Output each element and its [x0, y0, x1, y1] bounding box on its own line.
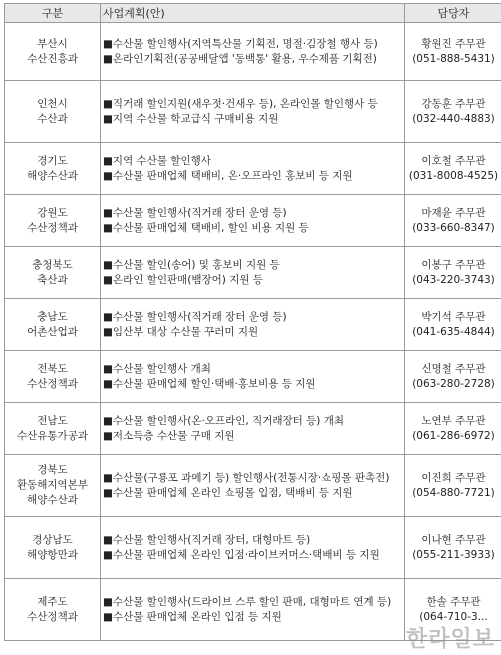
plan-cell — [101, 247, 405, 299]
plan-item: ■수산물 판매업체 온라인 입점 등 지원 — [103, 610, 282, 623]
table-row — [5, 143, 501, 195]
contact-phone: (063-280-2728) — [412, 377, 495, 390]
contact-cell — [405, 517, 501, 579]
plan-cell — [101, 517, 405, 579]
department-name: 축산과 — [37, 273, 68, 286]
department-name: 해양수산과 — [27, 169, 78, 182]
contact-phone: (033-660-8347) — [412, 221, 495, 234]
table-body — [5, 23, 501, 641]
contact-cell — [405, 81, 501, 143]
department-name: 수산과 — [37, 112, 68, 125]
department-name: 수산정책과 — [27, 610, 78, 623]
table-row — [5, 81, 501, 143]
header-plan: 사업계획(안) — [101, 4, 405, 23]
plan-cell — [101, 579, 405, 641]
agency-cell — [5, 143, 101, 195]
table-row — [5, 195, 501, 247]
agency-cell — [5, 579, 101, 641]
contact-name: 강동훈 주무관 — [421, 97, 486, 110]
header-division: 구분 — [5, 4, 101, 23]
region-name: 충남도 — [37, 310, 68, 323]
region-name: 경북도 — [37, 464, 68, 476]
contact-name: 박기석 주무관 — [421, 310, 486, 323]
agency-cell — [5, 455, 101, 517]
plan-item: ■지역 수산물 할인행사 — [103, 154, 211, 167]
department-name: 수산유통가공과 — [16, 429, 88, 442]
plan-item: ■수산물 할인행사(온·오프라인, 직거래장터 등) 개최 — [103, 414, 344, 427]
region-name: 부산시 — [37, 37, 68, 50]
plan-cell — [101, 403, 405, 455]
contact-name: 노연부 주무관 — [421, 414, 486, 427]
region-name: 인천시 — [37, 97, 68, 110]
plan-item: ■수산물 판매업체 할인·택배·홍보비용 등 지원 — [103, 377, 316, 390]
plan-cell — [101, 143, 405, 195]
agency-cell — [5, 247, 101, 299]
region-name: 전북도 — [37, 362, 68, 375]
plan-item: ■임산부 대상 수산물 꾸러미 지원 — [103, 325, 259, 338]
contact-name: 이봉구 주무관 — [421, 258, 486, 271]
contact-phone: (032-440-4883) — [412, 112, 495, 125]
plan-cell — [101, 455, 405, 517]
plan-item: ■수산물 판매업체 온라인 쇼핑몰 입점, 택배비 등 지원 — [103, 486, 353, 499]
contact-name: 마재윤 주무관 — [421, 206, 486, 219]
region-name: 제주도 — [37, 595, 68, 608]
plan-item: ■수산물 할인(송어) 및 홍보비 지원 등 — [103, 258, 280, 271]
table-row — [5, 299, 501, 351]
contact-phone: (041-635-4844) — [412, 325, 495, 338]
agency-cell — [5, 23, 101, 81]
plan-item: ■수산물 판매업체 온라인 입점·라이브커머스·택배비 등 지원 — [103, 548, 380, 561]
region-name: 경상남도 — [32, 533, 73, 546]
plan-item: ■수산물 할인행사 개최 — [103, 362, 211, 375]
plan-cell — [101, 299, 405, 351]
department-name: 해양항만과 — [27, 548, 78, 561]
contact-phone: (031-8008-4525) — [408, 169, 499, 182]
table-row — [5, 455, 501, 517]
table-row — [5, 403, 501, 455]
agency-cell — [5, 81, 101, 143]
contact-name: 한솔 주무관 — [426, 595, 481, 608]
contact-cell — [405, 299, 501, 351]
contact-cell — [405, 455, 501, 517]
agency-cell — [5, 299, 101, 351]
contact-cell — [405, 403, 501, 455]
table-row — [5, 247, 501, 299]
agency-cell — [5, 195, 101, 247]
plan-cell — [101, 351, 405, 403]
plan-item: ■수산물(구룡포 과메기 등) 할인행사(전통시장·쇼핑몰 판촉전) — [103, 471, 390, 484]
region-name: 강원도 — [37, 206, 68, 219]
department-name: 수산정책과 — [27, 377, 78, 390]
department-name: 환동해지역본부 — [16, 479, 88, 491]
agency-cell — [5, 351, 101, 403]
plan-item: ■수산물 판매업체 택배비, 온·오프라인 홍보비 등 지원 — [103, 169, 353, 182]
plan-item: ■수산물 판매업체 택배비, 할인 비용 지원 등 — [103, 221, 309, 234]
department-name: 수산정책과 — [27, 221, 78, 234]
contact-name: 황원진 주무관 — [421, 37, 486, 50]
contact-name: 이진희 주무관 — [421, 471, 486, 484]
department-name: 수산진흥과 — [27, 52, 78, 65]
contact-phone: (061-286-6972) — [412, 429, 495, 442]
agency-cell — [5, 403, 101, 455]
header-row — [5, 4, 501, 23]
plan-cell — [101, 81, 405, 143]
contact-cell — [405, 143, 501, 195]
publisher-watermark: 한라일보 — [405, 626, 495, 652]
plan-cell — [101, 195, 405, 247]
table-row — [5, 517, 501, 579]
plan-item: ■지역 수산물 학교급식 구매비용 지원 — [103, 112, 279, 125]
region-name: 경기도 — [37, 154, 68, 167]
plan-item: ■수산물 할인행사(직거래 장터 운영 등) — [103, 206, 287, 219]
business-plan-table — [4, 3, 501, 641]
table-row — [5, 351, 501, 403]
contact-phone: (051-888-5431) — [412, 52, 495, 65]
region-name: 충청북도 — [32, 258, 73, 271]
plan-item: ■수산물 할인행사(드라이브 스루 할인 판매, 대형마트 연계 등) — [103, 595, 392, 608]
contact-phone: (055-211-3933) — [412, 548, 495, 561]
plan-item: ■온라인기획전(공공배달앱 '동백통' 활용, 우수제품 기획전) — [103, 52, 377, 65]
agency-cell — [5, 517, 101, 579]
department-subname: 해양수산과 — [27, 494, 78, 506]
plan-cell — [101, 23, 405, 81]
plan-item: ■저소득층 수산물 구매 지원 — [103, 429, 235, 442]
region-name: 전남도 — [37, 414, 68, 427]
contact-name: 이호철 주무관 — [421, 154, 486, 167]
header-contact: 담당자 — [405, 4, 501, 23]
table-row — [5, 23, 501, 81]
contact-phone: (054-880-7721) — [412, 486, 495, 499]
plan-item: ■수산물 할인행사(직거래 장터 운영 등) — [103, 310, 287, 323]
contact-name: 이나현 주무관 — [421, 533, 486, 546]
contact-cell — [405, 351, 501, 403]
contact-phone: (064-710-3... — [419, 610, 488, 623]
contact-name: 신명철 주무관 — [421, 362, 486, 375]
department-name: 어촌산업과 — [27, 325, 78, 338]
plan-item: ■수산물 할인행사(지역특산물 기획전, 명절·김장철 행사 등) — [103, 37, 378, 50]
contact-cell — [405, 23, 501, 81]
contact-cell — [405, 195, 501, 247]
plan-item: ■수산물 할인행사(직거래 장터, 대형마트 등) — [103, 533, 311, 546]
plan-item: ■온라인 할인판매(뱀장어) 지원 등 — [103, 273, 263, 286]
contact-phone: (043-220-3743) — [412, 273, 495, 286]
contact-cell — [405, 247, 501, 299]
plan-item: ■직거래 할인지원(새우젓·건새우 등), 온라인몰 할인행사 등 — [103, 97, 378, 110]
